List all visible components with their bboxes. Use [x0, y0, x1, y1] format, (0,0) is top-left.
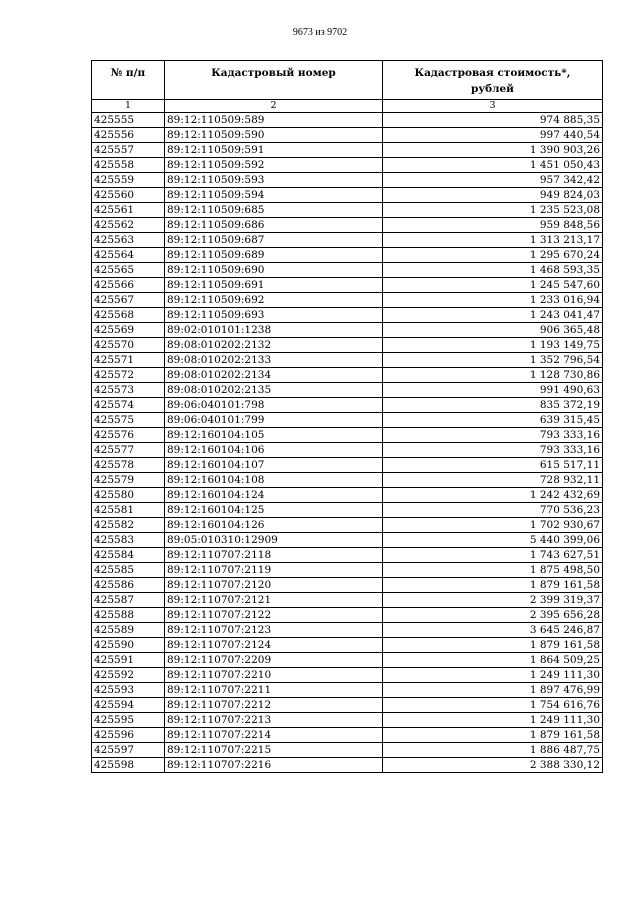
header-cadastral-value: Кадастровая стоимость*, рублей [383, 61, 603, 100]
row-number-cell: 425591 [92, 653, 165, 668]
row-number-cell: 425587 [92, 593, 165, 608]
cadastral-number-cell: 89:08:010202:2133 [165, 353, 383, 368]
cadastral-number-cell: 89:12:110509:593 [165, 173, 383, 188]
table-row [92, 188, 603, 203]
cadastral-value-cell: 1 193 149,75 [383, 338, 603, 353]
table-row [92, 728, 603, 743]
table-row [92, 368, 603, 383]
cadastral-number-cell: 89:12:160104:125 [165, 503, 383, 518]
row-number-cell: 425577 [92, 443, 165, 458]
cadastral-value-cell: 1 295 670,24 [383, 248, 603, 263]
cadastral-value-cell: 2 388 330,12 [383, 758, 603, 773]
row-number-cell: 425583 [92, 533, 165, 548]
table-header-row [92, 61, 603, 100]
row-number-cell: 425592 [92, 668, 165, 683]
table-row [92, 533, 603, 548]
cadastral-value-cell: 1 313 213,17 [383, 233, 603, 248]
cadastral-number-cell: 89:12:110707:2213 [165, 713, 383, 728]
cadastral-number-cell: 89:06:040101:799 [165, 413, 383, 428]
cadastral-number-cell: 89:12:110509:594 [165, 188, 383, 203]
cadastral-number-cell: 89:02:010101:1238 [165, 323, 383, 338]
table-row [92, 503, 603, 518]
cadastral-number-cell: 89:12:160104:126 [165, 518, 383, 533]
cadastral-number-cell: 89:12:160104:107 [165, 458, 383, 473]
cadastral-number-cell: 89:12:110707:2215 [165, 743, 383, 758]
cadastral-number-cell: 89:12:110707:2216 [165, 758, 383, 773]
row-number-cell: 425586 [92, 578, 165, 593]
cadastral-number-cell: 89:12:110509:685 [165, 203, 383, 218]
cadastral-value-cell: 1 754 616,76 [383, 698, 603, 713]
row-number-cell: 425590 [92, 638, 165, 653]
cadastral-number-cell: 89:12:160104:124 [165, 488, 383, 503]
cadastral-value-cell: 1 468 593,35 [383, 263, 603, 278]
table-row [92, 548, 603, 563]
cadastral-number-cell: 89:12:110509:691 [165, 278, 383, 293]
cadastral-value-cell: 1 886 487,75 [383, 743, 603, 758]
cadastral-value-cell: 1 875 498,50 [383, 563, 603, 578]
table-row [92, 593, 603, 608]
cadastral-number-cell: 89:12:110509:689 [165, 248, 383, 263]
row-number-cell: 425575 [92, 413, 165, 428]
table-row [92, 278, 603, 293]
table-row [92, 488, 603, 503]
cadastral-number-cell: 89:12:110707:2119 [165, 563, 383, 578]
cadastral-value-cell: 835 372,19 [383, 398, 603, 413]
row-number-cell: 425579 [92, 473, 165, 488]
cadastral-number-cell: 89:12:110707:2124 [165, 638, 383, 653]
row-number-cell: 425582 [92, 518, 165, 533]
row-number-cell: 425597 [92, 743, 165, 758]
table-row [92, 203, 603, 218]
table-row [92, 263, 603, 278]
column-index-1: 1 [92, 100, 165, 113]
table-row [92, 128, 603, 143]
header-cadastral-number: Кадастровый номер [165, 61, 383, 100]
table-row [92, 338, 603, 353]
cadastral-number-cell: 89:12:110707:2118 [165, 548, 383, 563]
row-number-cell: 425569 [92, 323, 165, 338]
page-number: 9673 из 9702 [292, 27, 348, 38]
cadastral-number-cell: 89:12:160104:106 [165, 443, 383, 458]
column-index-3: 3 [383, 100, 603, 113]
cadastral-number-cell: 89:12:110509:690 [165, 263, 383, 278]
cadastral-number-cell: 89:12:110707:2209 [165, 653, 383, 668]
row-number-cell: 425568 [92, 308, 165, 323]
cadastral-value-cell: 793 333,16 [383, 443, 603, 458]
row-number-cell: 425556 [92, 128, 165, 143]
row-number-cell: 425578 [92, 458, 165, 473]
table-row [92, 113, 603, 128]
table-row [92, 473, 603, 488]
row-number-cell: 425574 [92, 398, 165, 413]
cadastral-value-cell: 1 245 547,60 [383, 278, 603, 293]
cadastral-number-cell: 89:12:160104:105 [165, 428, 383, 443]
row-number-cell: 425589 [92, 623, 165, 638]
cadastral-value-cell: 1 352 796,54 [383, 353, 603, 368]
row-number-cell: 425570 [92, 338, 165, 353]
cadastral-number-cell: 89:12:110707:2120 [165, 578, 383, 593]
cadastral-value-cell: 1 128 730,86 [383, 368, 603, 383]
cadastral-value-cell: 1 249 111,30 [383, 668, 603, 683]
cadastral-value-cell: 615 517,11 [383, 458, 603, 473]
cadastral-value-cell: 1 242 432,69 [383, 488, 603, 503]
table-row [92, 668, 603, 683]
table-row [92, 713, 603, 728]
cadastral-number-cell: 89:05:010310:12909 [165, 533, 383, 548]
table-row [92, 623, 603, 638]
table-row [92, 353, 603, 368]
cadastral-value-cell: 2 395 656,28 [383, 608, 603, 623]
cadastral-number-cell: 89:12:160104:108 [165, 473, 383, 488]
cadastral-number-cell: 89:12:110509:692 [165, 293, 383, 308]
table-row [92, 578, 603, 593]
table-row [92, 233, 603, 248]
table-row [92, 293, 603, 308]
table-row [92, 458, 603, 473]
row-number-cell: 425566 [92, 278, 165, 293]
cadastral-number-cell: 89:12:110707:2121 [165, 593, 383, 608]
table-row [92, 608, 603, 623]
row-number-cell: 425573 [92, 383, 165, 398]
table-row [92, 653, 603, 668]
table-row [92, 173, 603, 188]
table-row [92, 383, 603, 398]
cadastral-number-cell: 89:12:110707:2211 [165, 683, 383, 698]
table-row [92, 413, 603, 428]
table-row [92, 428, 603, 443]
cadastral-value-cell: 2 399 319,37 [383, 593, 603, 608]
row-number-cell: 425565 [92, 263, 165, 278]
table-row [92, 143, 603, 158]
cadastral-number-cell: 89:12:110707:2210 [165, 668, 383, 683]
row-number-cell: 425595 [92, 713, 165, 728]
row-number-cell: 425580 [92, 488, 165, 503]
cadastral-number-cell: 89:12:110509:590 [165, 128, 383, 143]
table-row [92, 638, 603, 653]
table-body [92, 113, 603, 773]
cadastral-value-cell: 1 702 930,67 [383, 518, 603, 533]
cadastral-value-cell: 5 440 399,06 [383, 533, 603, 548]
cadastral-number-cell: 89:12:110707:2122 [165, 608, 383, 623]
cadastral-number-cell: 89:08:010202:2132 [165, 338, 383, 353]
cadastral-value-cell: 906 365,48 [383, 323, 603, 338]
cadastral-value-cell: 1 243 041,47 [383, 308, 603, 323]
row-number-cell: 425572 [92, 368, 165, 383]
cadastral-value-cell: 1 233 016,94 [383, 293, 603, 308]
table-row [92, 743, 603, 758]
row-number-cell: 425560 [92, 188, 165, 203]
cadastral-number-cell: 89:12:110509:693 [165, 308, 383, 323]
cadastral-value-cell: 793 333,16 [383, 428, 603, 443]
table-row [92, 518, 603, 533]
table-row [92, 398, 603, 413]
cadastral-value-cell: 1 897 476,99 [383, 683, 603, 698]
cadastral-number-cell: 89:06:040101:798 [165, 398, 383, 413]
row-number-cell: 425598 [92, 758, 165, 773]
table-row [92, 683, 603, 698]
row-number-cell: 425588 [92, 608, 165, 623]
cadastral-number-cell: 89:08:010202:2135 [165, 383, 383, 398]
cadastral-value-cell: 957 342,42 [383, 173, 603, 188]
cadastral-number-cell: 89:12:110509:589 [165, 113, 383, 128]
cadastral-number-cell: 89:12:110509:591 [165, 143, 383, 158]
cadastral-value-cell: 949 824,03 [383, 188, 603, 203]
table-row [92, 248, 603, 263]
cadastral-value-cell: 997 440,54 [383, 128, 603, 143]
cadastral-number-cell: 89:12:110509:592 [165, 158, 383, 173]
cadastral-number-cell: 89:08:010202:2134 [165, 368, 383, 383]
table-row [92, 698, 603, 713]
cadastral-value-cell: 1 235 523,08 [383, 203, 603, 218]
row-number-cell: 425555 [92, 113, 165, 128]
cadastral-number-cell: 89:12:110707:2212 [165, 698, 383, 713]
cadastral-value-cell: 1 879 161,58 [383, 638, 603, 653]
table-row [92, 323, 603, 338]
row-number-cell: 425584 [92, 548, 165, 563]
cadastral-value-cell: 1 879 161,58 [383, 578, 603, 593]
row-number-cell: 425564 [92, 248, 165, 263]
row-number-cell: 425581 [92, 503, 165, 518]
cadastral-value-cell: 1 879 161,58 [383, 728, 603, 743]
header-row-number: № п/п [92, 61, 165, 100]
row-number-cell: 425567 [92, 293, 165, 308]
table-row [92, 308, 603, 323]
row-number-cell: 425571 [92, 353, 165, 368]
row-number-cell: 425561 [92, 203, 165, 218]
cadastral-value-cell: 1 743 627,51 [383, 548, 603, 563]
table-row [92, 158, 603, 173]
row-number-cell: 425557 [92, 143, 165, 158]
row-number-cell: 425593 [92, 683, 165, 698]
cadastral-value-cell: 959 848,56 [383, 218, 603, 233]
row-number-cell: 425594 [92, 698, 165, 713]
column-index-2: 2 [165, 100, 383, 113]
cadastral-number-cell: 89:12:110707:2214 [165, 728, 383, 743]
cadastral-value-cell: 1 390 903,26 [383, 143, 603, 158]
cadastral-value-cell: 3 645 246,87 [383, 623, 603, 638]
row-number-cell: 425559 [92, 173, 165, 188]
cadastral-value-cell: 1 249 111,30 [383, 713, 603, 728]
row-number-cell: 425563 [92, 233, 165, 248]
row-number-cell: 425585 [92, 563, 165, 578]
row-number-cell: 425562 [92, 218, 165, 233]
cadastral-number-cell: 89:12:110509:686 [165, 218, 383, 233]
row-number-cell: 425596 [92, 728, 165, 743]
row-number-cell: 425558 [92, 158, 165, 173]
table-row [92, 218, 603, 233]
cadastral-value-cell: 1 451 050,43 [383, 158, 603, 173]
cadastral-number-cell: 89:12:110509:687 [165, 233, 383, 248]
cadastral-value-cell: 974 885,35 [383, 113, 603, 128]
cadastral-value-cell: 1 864 509,25 [383, 653, 603, 668]
cadastral-value-cell: 639 315,45 [383, 413, 603, 428]
table-column-index-row [92, 100, 603, 113]
cadastral-value-cell: 728 932,11 [383, 473, 603, 488]
cadastral-value-cell: 770 536,23 [383, 503, 603, 518]
row-number-cell: 425576 [92, 428, 165, 443]
table-row [92, 758, 603, 773]
cadastral-number-cell: 89:12:110707:2123 [165, 623, 383, 638]
cadastral-value-cell: 991 490,63 [383, 383, 603, 398]
table-row [92, 443, 603, 458]
cadastral-value-table [91, 60, 603, 773]
table-row [92, 563, 603, 578]
